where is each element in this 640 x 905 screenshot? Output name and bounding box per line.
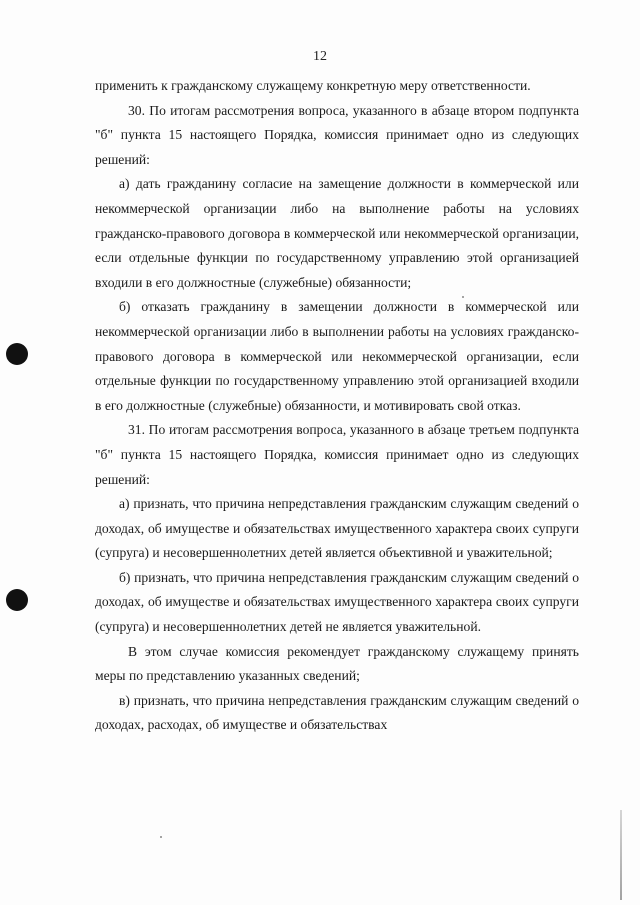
paragraph-item-31: 31. По итогам рассмотрения вопроса, указанного в абзаце третьем подпункта "б" пункта 15 настоящего Порядка, комиссия принимает одно из следующих решений: — [95, 422, 579, 487]
paragraph-31-a: а) признать, что причина непредставления гражданским служащим сведений о доходах, об имуществе и обязательствах имущественного характера своих супруги (супруга) и несовершеннолетних детей является объективной и уважительной; — [95, 496, 579, 561]
punch-hole-mark — [6, 343, 28, 365]
page-number: 12 — [313, 49, 327, 64]
paragraph-continuation: применить к гражданскому служащему конкретную меру ответственности. — [95, 78, 531, 93]
paragraph-item-30: 30. По итогам рассмотрения вопроса, указанного в абзаце втором подпункта "б" пункта 15 настоящего Порядка, комиссия принимает одно из следующих решений: — [95, 102, 579, 167]
paragraph-31-b: б) признать, что причина непредставления гражданским служащим сведений о доходах, об имуществе и обязательствах имущественного характера своих супруги (супруга) и несовершеннолетних детей не является уважительной. — [95, 569, 579, 635]
scan-speck — [160, 836, 162, 838]
paragraph-recommendation: В этом случае комиссия рекомендует гражданскому служащему принять меры по представлению указанных сведений; — [95, 643, 579, 684]
paragraph-30-a: а) дать гражданину согласие на замещение должности в коммерческой или некоммерческой организации либо на выполнение работы на условиях гражданско-правового договора в коммерческой или некоммерческой организации, если отдельные функции по государственному управлению этой организацией входили в его должностные (служебные) обязанности; — [95, 176, 579, 290]
punch-hole-mark — [6, 589, 28, 611]
paragraph-30-b: б) отказать гражданину в замещении должности в коммерческой или некоммерческой организации либо в выполнении работы на условиях гражданско-правового договора в коммерческой или некоммерческой организации, если отдельные функции по государственному управлению этой организацией входили в его должностные (служебные) обязанности, и мотивировать свой отказ. — [95, 299, 579, 413]
document-body — [95, 74, 579, 738]
scan-speck — [462, 296, 464, 298]
paragraph-31-v: в) признать, что причина непредставления гражданским служащим сведений о доходах, расходах, об имуществе и обязательствах — [95, 692, 579, 733]
scan-edge-mark — [620, 810, 622, 900]
